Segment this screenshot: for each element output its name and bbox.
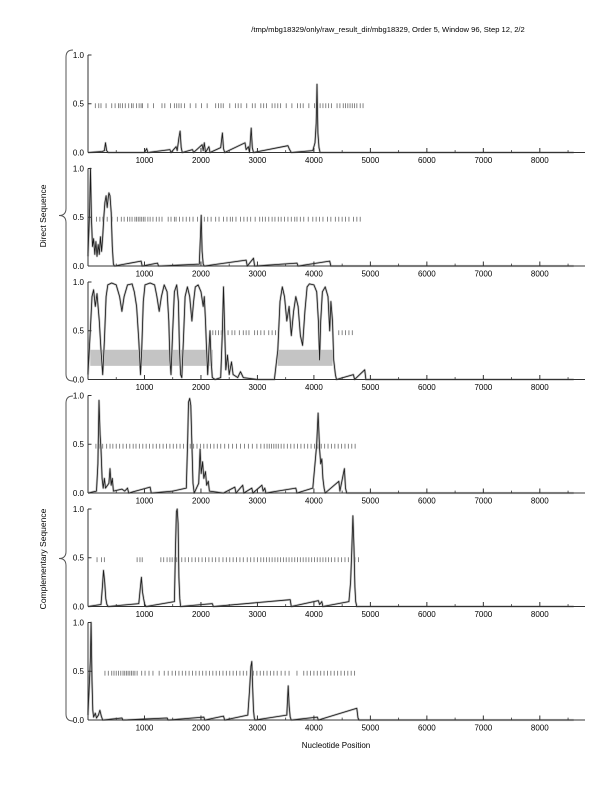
y-tick-label: 1.0 (72, 50, 84, 60)
x-tick-label: 3000 (248, 156, 267, 165)
probability-curve (88, 84, 574, 152)
x-tick-label: 5000 (361, 156, 380, 165)
y-tick-label: 1.0 (72, 277, 84, 287)
y-tick-label: 0.0 (72, 375, 84, 385)
prediction-bar (90, 350, 213, 366)
x-tick-label: 3000 (248, 496, 267, 506)
x-tick-label: 7000 (474, 723, 493, 733)
x-tick-label: 5000 (361, 723, 380, 733)
prediction-bar (278, 350, 333, 366)
y-tick-label: 0.5 (72, 553, 84, 563)
x-tick-label: 4000 (305, 723, 323, 733)
x-tick-label: 2000 (192, 269, 210, 279)
panel-direct-frame-2 (73, 164, 585, 278)
direct-sequence-brace (59, 50, 73, 381)
complementary-sequence-label: Complementary Sequence (38, 508, 48, 610)
x-tick-label: 1000 (135, 723, 154, 733)
x-tick-label: 7000 (474, 383, 493, 392)
x-tick-label: 2000 (192, 383, 210, 392)
x-tick-label: 4000 (305, 269, 323, 279)
x-tick-label: 7000 (474, 269, 493, 279)
x-tick-label: 7000 (474, 496, 493, 506)
y-tick-label: 0.5 (72, 213, 84, 223)
y-tick-label: 1.0 (72, 164, 84, 174)
x-tick-label: 4000 (305, 610, 323, 619)
y-tick-label: 0.5 (72, 440, 84, 450)
probability-curve-shadow (88, 398, 574, 493)
brace-layer (59, 50, 73, 721)
x-tick-label: 2000 (192, 496, 210, 506)
x-tick-label: 8000 (530, 383, 549, 392)
x-tick-label: 1000 (135, 156, 154, 165)
x-tick-label: 6000 (417, 496, 436, 506)
x-axis-label: Nucleotide Position (301, 741, 371, 750)
probability-curve-shadow (88, 84, 574, 152)
x-tick-label: 3000 (248, 269, 267, 279)
probability-curve (88, 398, 574, 493)
y-tick-label: 0.0 (72, 488, 84, 498)
x-tick-label: 3000 (248, 723, 267, 733)
x-tick-label: 5000 (361, 496, 380, 506)
complementary-sequence-brace (59, 396, 73, 721)
x-tick-label: 8000 (530, 723, 549, 733)
x-tick-label: 5000 (361, 269, 380, 279)
x-tick-label: 3000 (248, 610, 267, 619)
x-tick-label: 6000 (417, 610, 436, 619)
y-tick-label: 0.0 (72, 602, 84, 612)
x-tick-label: 7000 (474, 610, 493, 619)
x-tick-label: 2000 (192, 156, 210, 165)
x-tick-label: 6000 (417, 723, 436, 733)
x-tick-label: 5000 (361, 610, 380, 619)
x-tick-label: 1000 (135, 269, 154, 279)
x-tick-label: 1000 (135, 496, 154, 506)
y-tick-label: 1.0 (72, 504, 84, 514)
panel-complementary-frame-3 (73, 618, 585, 732)
panel-complementary-frame-1 (73, 391, 585, 505)
x-tick-label: 6000 (417, 383, 436, 392)
x-tick-label: 4000 (305, 383, 323, 392)
direct-sequence-label: Direct Sequence (38, 184, 48, 248)
x-tick-label: 3000 (248, 383, 267, 392)
y-tick-label: 0.5 (72, 326, 84, 336)
y-tick-label: 0.5 (72, 667, 84, 677)
x-tick-label: 2000 (192, 610, 210, 619)
x-tick-label: 7000 (474, 156, 493, 165)
x-tick-label: 8000 (530, 156, 549, 165)
y-tick-label: 0.0 (72, 261, 84, 271)
x-tick-label: 8000 (530, 496, 549, 506)
y-tick-label: 0.5 (72, 99, 84, 109)
x-tick-label: 8000 (530, 610, 549, 619)
x-tick-label: 8000 (530, 269, 549, 279)
y-tick-label: 1.0 (72, 618, 84, 628)
plot-title: /tmp/mbg18329/only/raw_result_dir/mbg18329, Order 5, Window 96, Step 12, 2/2 (251, 25, 525, 34)
panel-direct-frame-3 (73, 278, 585, 392)
x-tick-label: 1000 (135, 383, 154, 392)
x-tick-label: 4000 (305, 496, 323, 506)
y-tick-label: 0.0 (72, 715, 84, 725)
panel-direct-frame-1 (73, 51, 585, 165)
panel-complementary-frame-2 (73, 505, 585, 619)
y-tick-label: 0.0 (72, 148, 84, 158)
x-tick-label: 6000 (417, 156, 436, 165)
x-tick-label: 2000 (192, 723, 210, 733)
y-tick-label: 1.0 (72, 391, 84, 401)
x-tick-label: 6000 (417, 269, 436, 279)
x-tick-label: 1000 (135, 610, 154, 619)
x-tick-label: 4000 (305, 156, 323, 165)
panels-layer (73, 51, 585, 733)
x-tick-label: 5000 (361, 383, 380, 392)
